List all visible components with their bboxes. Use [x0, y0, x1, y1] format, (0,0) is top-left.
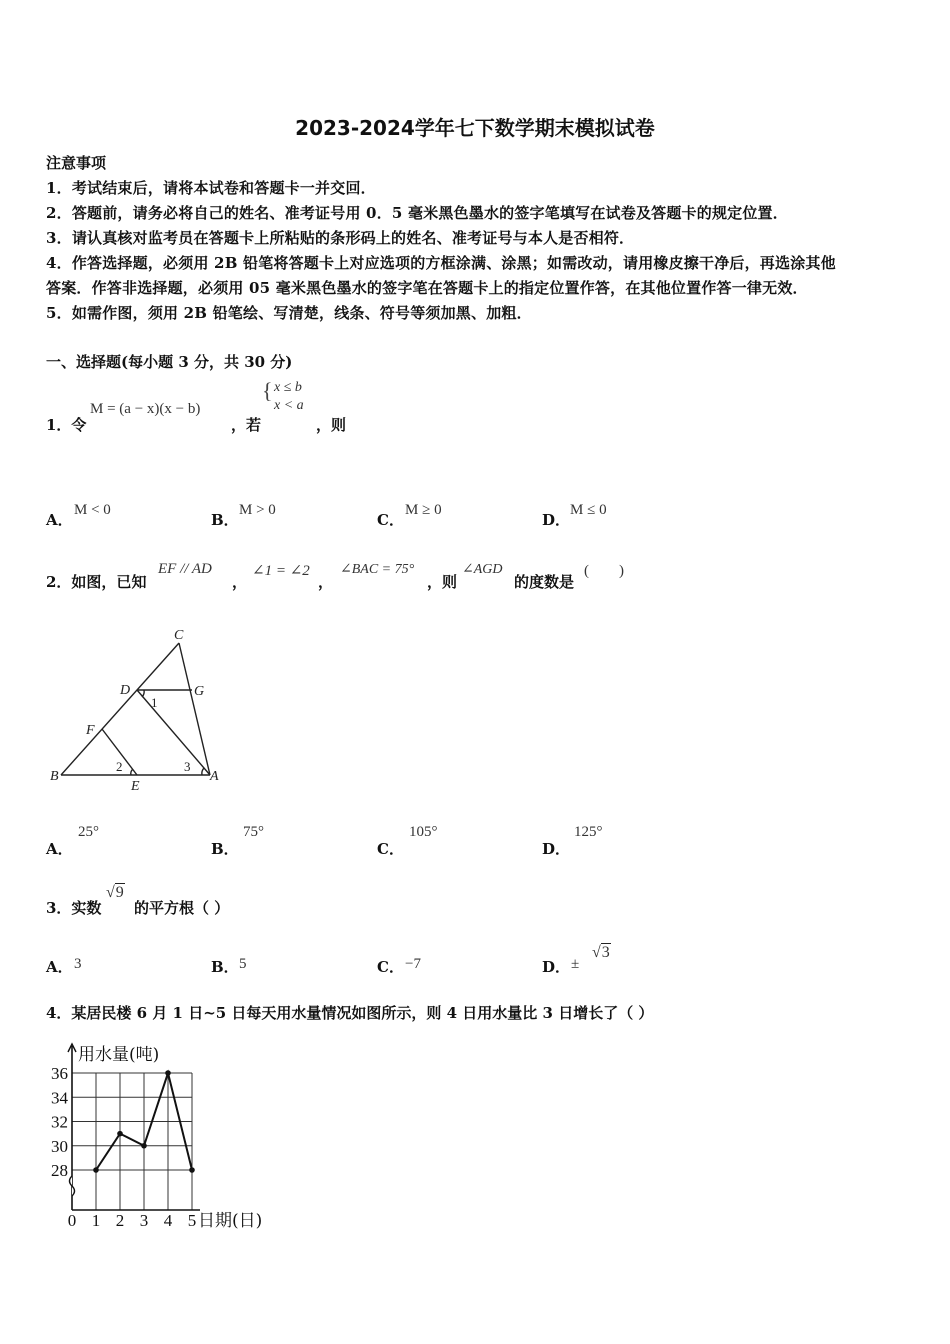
- notice-item: 2．答题前，请务必将自己的姓名、准考证号用 0．5 毫米黑色墨水的签字笔填写在试卷及答题卡的规定位置．: [46, 204, 788, 222]
- q2-condition-bac: ∠BAC = 75°: [340, 562, 415, 577]
- y-tick-label: 34: [51, 1088, 68, 1108]
- q1-suffix: ，则: [316, 416, 347, 434]
- sqrt-icon: √: [106, 884, 115, 901]
- data-point: [117, 1131, 123, 1137]
- q2-suffix: 的度数是: [514, 573, 575, 591]
- q3-option-c: −7: [405, 956, 421, 972]
- y-tick-label: 28: [51, 1161, 68, 1180]
- data-point: [141, 1143, 147, 1149]
- chart-axes: [68, 1044, 200, 1210]
- q3-prefix: 3．实数: [46, 899, 102, 917]
- q2-sep: ，: [318, 573, 334, 591]
- x-tick-label: 0: [67, 1211, 77, 1230]
- q1-option-d-label: D．: [542, 511, 571, 529]
- notice-item: 4．作答选择题，必须用 2B 铅笔将答题卡上对应选项的方框涂满、涂黑；如需改动，请用橡皮擦干净后，再选涂其他: [46, 254, 836, 272]
- x-tick-label: 1: [91, 1211, 101, 1230]
- q4-text: 4．某居民楼 6 月 1 日~5 日每天用水量情况如图所示，则 4 日用水量比 3 日增长了（ ）: [46, 1004, 654, 1022]
- x-tick-label: 4: [163, 1211, 173, 1230]
- q2-mid: ，则: [427, 573, 458, 591]
- y-tick-label: 32: [51, 1112, 68, 1132]
- notice-item: 3．请认真核对监考员在答题卡上所粘贴的条形码上的姓名、准考证号与本人是否相符．: [46, 229, 635, 247]
- q2-option-c: 105°: [409, 824, 438, 840]
- y-axis-title: 用水量(吨): [78, 1045, 160, 1065]
- angle-3-arc: [202, 768, 204, 775]
- q2-geometry-figure: [40, 622, 240, 802]
- q3-option-b-label: B．: [211, 958, 239, 976]
- notice-item: 答案．作答非选择题，必须用 05 毫米黑色墨水的签字笔在答题卡上的指定位置作答，在其他位置作答一律无效．: [46, 279, 808, 297]
- q2-option-a-label: A．: [46, 840, 73, 858]
- x-tick-label: 2: [115, 1211, 125, 1230]
- page-title: 2023-2024学年七下数学期末模拟试卷: [295, 116, 655, 140]
- q3-suffix: 的平方根（ ）: [134, 899, 230, 917]
- q1-option-a-label: A．: [46, 511, 73, 529]
- y-tick-label: 30: [51, 1136, 68, 1156]
- q4-line-chart: [40, 1040, 290, 1230]
- q1-option-a: M < 0: [74, 502, 111, 518]
- q2-option-d: 125°: [574, 824, 603, 840]
- x-tick-label: 3: [139, 1211, 149, 1230]
- q1-expression: M = (a − x)(x − b): [90, 401, 201, 417]
- label-a: A: [210, 769, 219, 784]
- q3-option-d: ±: [571, 956, 580, 972]
- q2-target-angle: ∠AGD: [462, 562, 503, 577]
- q2-option-c-label: C．: [377, 840, 404, 858]
- x-axis-title: 日期(日): [198, 1211, 263, 1230]
- q3-option-d-sqrt: [592, 944, 611, 962]
- line-ca: [179, 643, 210, 775]
- data-point: [93, 1167, 99, 1173]
- q1-option-b: M > 0: [239, 502, 276, 518]
- q1-condition-2: x < a: [274, 398, 304, 413]
- q2-condition-parallel: EF // AD: [158, 561, 212, 577]
- q1-condition-1: x ≤ b: [274, 380, 302, 395]
- q2-option-b: 75°: [243, 824, 264, 840]
- label-b: B: [50, 769, 59, 784]
- q1-option-c: M ≥ 0: [405, 502, 442, 518]
- q3-radicand: 9: [115, 884, 124, 901]
- x-tick-label: 5: [187, 1211, 197, 1230]
- q1-prefix: 1．令: [46, 416, 87, 434]
- q3-option-a-label: A．: [46, 958, 73, 976]
- line-bc: [61, 643, 179, 775]
- q3-option-c-label: C．: [377, 958, 404, 976]
- angle-1-arc: [142, 690, 144, 697]
- label-angle-1: 1: [151, 695, 158, 710]
- q2-option-a: 25°: [78, 824, 99, 840]
- label-d: D: [120, 683, 131, 698]
- label-g: G: [194, 684, 205, 699]
- q2-option-d-label: D．: [542, 840, 571, 858]
- q3-option-b: 5: [239, 956, 247, 972]
- data-point: [165, 1070, 171, 1076]
- q1-mid: ，若: [231, 416, 262, 434]
- section-heading: 一、选择题(每小题 3 分，共 30 分): [46, 353, 293, 371]
- data-point: [189, 1167, 195, 1173]
- label-angle-2: 2: [116, 759, 123, 774]
- q2-sep: ，: [232, 573, 248, 591]
- label-f: F: [86, 723, 95, 738]
- label-angle-3: 3: [184, 759, 191, 774]
- q1-option-b-label: B．: [211, 511, 239, 529]
- axis-break-icon: [70, 1176, 75, 1196]
- line-da: [137, 690, 210, 775]
- label-c: C: [174, 628, 184, 643]
- q2-answer-paren: ( ): [584, 563, 624, 579]
- q3-sqrt: [106, 884, 125, 902]
- q2-option-b-label: B．: [211, 840, 239, 858]
- q1-option-c-label: C．: [377, 511, 404, 529]
- notice-item: 1．考试结束后，请将本试卷和答题卡一并交回．: [46, 179, 376, 197]
- q3-option-d-label: D．: [542, 958, 571, 976]
- q3-option-a: 3: [74, 956, 82, 972]
- label-e: E: [131, 779, 140, 794]
- y-tick-label: 36: [51, 1064, 68, 1083]
- brace-icon: {: [262, 378, 273, 403]
- q1-option-d: M ≤ 0: [570, 502, 607, 518]
- notice-heading: 注意事项: [46, 154, 107, 172]
- angle-2-arc: [131, 769, 133, 775]
- q3-option-d-radicand: 3: [601, 944, 610, 961]
- q2-prefix: 2．如图，已知: [46, 573, 147, 591]
- sqrt-icon: √: [592, 944, 601, 961]
- q2-condition-angles: ∠1 = ∠2: [252, 563, 310, 579]
- notice-item: 5．如需作图，须用 2B 铅笔绘、写清楚，线条、符号等须加黑、加粗．: [46, 304, 532, 322]
